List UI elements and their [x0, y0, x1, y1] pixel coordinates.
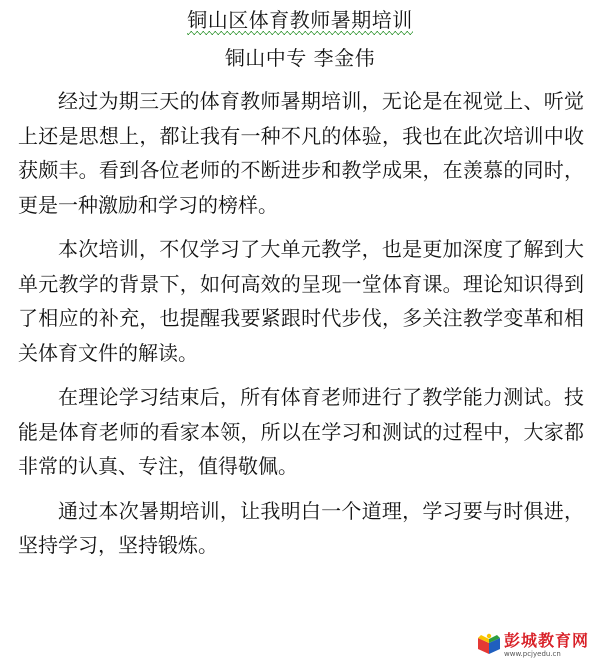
document-title-text: 铜山区体育教师暑期培训 — [187, 6, 413, 35]
paragraph-3: 在理论学习结束后，所有体育老师进行了教学能力测试。技能是体育老师的看家本领，所以在学习和测试的过程中，大家都非常的认真、专注，值得敬佩。 — [18, 385, 584, 478]
book-logo-icon — [476, 632, 502, 658]
site-watermark — [476, 632, 596, 660]
document-title — [0, 6, 600, 35]
author-line: 铜山中专 李金伟 — [224, 46, 376, 70]
paragraph-1: 经过为期三天的体育教师暑期培训，无论是在视觉上、听觉上还是思想上，都让我有一种不凡的体验，我也在此次培训中收获颇丰。看到各位老师的不断进步和教学成果，在羡慕的同时，更是一种激励和学习的榜样。 — [18, 89, 584, 217]
watermark-url: www.pcjyedu.cn — [504, 650, 561, 658]
paragraph-2: 本次培训，不仅学习了大单元教学，也是更加深度了解到大单元教学的背景下，如何高效的呈现一堂体育课。理论知识得到了相应的补充，也提醒我要紧跟时代步伐，多关注教学变革和相关体育文件的解读。 — [18, 237, 584, 365]
paragraph-4: 通过本次暑期培训，让我明白一个道理，学习要与时俱进，坚持学习，坚持锻炼。 — [18, 498, 584, 557]
watermark-site-name: 彭城教育网 — [504, 631, 590, 650]
document-body — [18, 84, 584, 573]
